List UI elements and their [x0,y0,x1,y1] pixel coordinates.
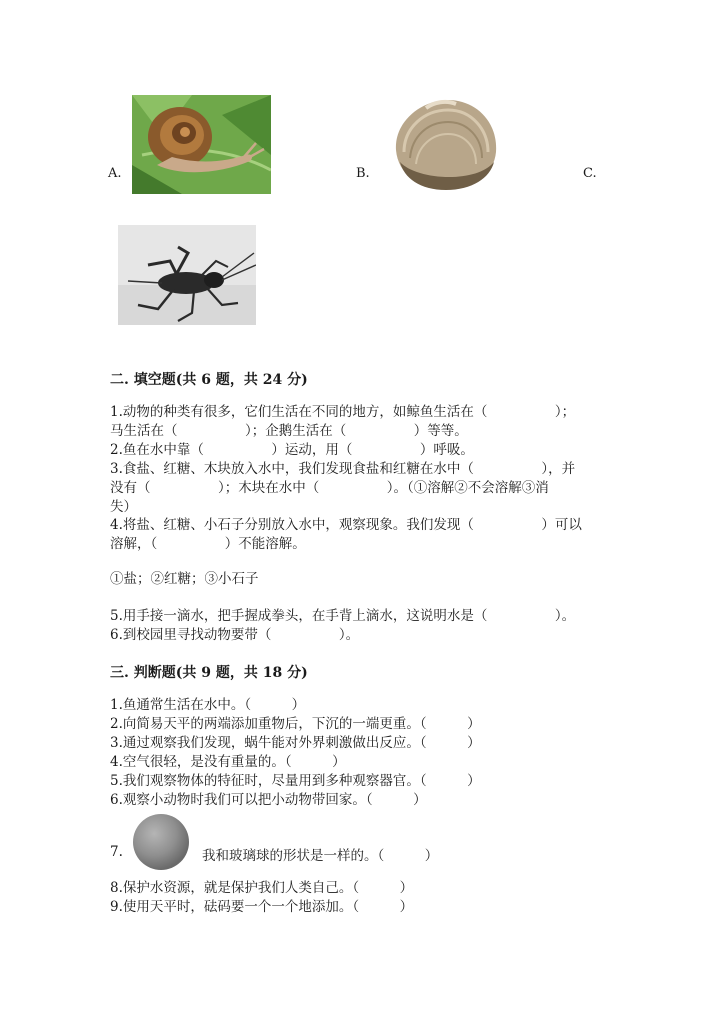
section-2-title: 二. 填空题(共 6 题，共 24 分) [110,372,308,388]
fill-item-line: 2.鱼在水中靠（ ）运动，用（ ）呼吸。 [110,442,474,458]
fill-item-line: 马生活在（ ）；企鹅生活在（ ）等等。 [110,423,468,439]
judge-item-7-number: 7. [110,844,123,860]
judge-item-line: 4.空气很轻，是没有重量的。（ ） [110,754,346,770]
judge-item-line: 5.我们观察物体的特征时，尽量用到多种观察器官。（ ） [110,773,481,789]
snail-image [132,95,271,194]
judge-item-line: 2.向简易天平的两端添加重物后，下沉的一端更重。（ ） [110,716,481,732]
fill-item-line: 3.食盐、红糖、木块放入水中，我们发现食盐和红糖在水中（ ），并 [110,461,576,477]
option-a-label: A. [108,166,122,181]
fill-item-line: 4.将盐、红糖、小石子分别放入水中，观察现象。我们发现（ ）可以 [110,517,582,533]
fill-item-line: 溶解，（ ）不能溶解。 [110,536,306,552]
judge-item-line: 3.通过观察我们发现，蜗牛能对外界刺激做出反应。（ ） [110,735,481,751]
gray-ball-image [130,813,192,871]
fill-item-line: 1.动物的种类有很多，它们生活在不同的地方，如鲸鱼生活在（ ）； [110,404,576,420]
fill-item-line: 6.到校园里寻找动物要带（ ）。 [110,627,360,643]
option-b-label: B. [356,166,370,181]
fill-item-line: 失） [110,499,137,515]
cricket-image [118,225,256,325]
clam-image [386,92,504,194]
judge-item-line: 6.观察小动物时我们可以把小动物带回家。（ ） [110,792,427,808]
section-3-title: 三. 判断题(共 9 题，共 18 分) [110,665,308,681]
fill-item-options: ①盐；②红糖；③小石子 [110,571,259,587]
judge-item-7-text: 我和玻璃球的形状是一样的。（ ） [202,848,439,864]
judge-item-line: 9.使用天平时，砝码要一个一个地添加。（ ） [110,899,414,915]
option-c-label: C. [583,166,597,181]
judge-item-line: 8.保护水资源，就是保护我们人类自己。（ ） [110,880,414,896]
judge-item-line: 1.鱼通常生活在水中。（ ） [110,697,306,713]
fill-item-line: 5.用手接一滴水，把手握成拳头，在手背上滴水，这说明水是（ ）。 [110,608,576,624]
fill-item-line: 没有（ ）；木块在水中（ ）。（①溶解②不会溶解③消 [110,480,549,496]
